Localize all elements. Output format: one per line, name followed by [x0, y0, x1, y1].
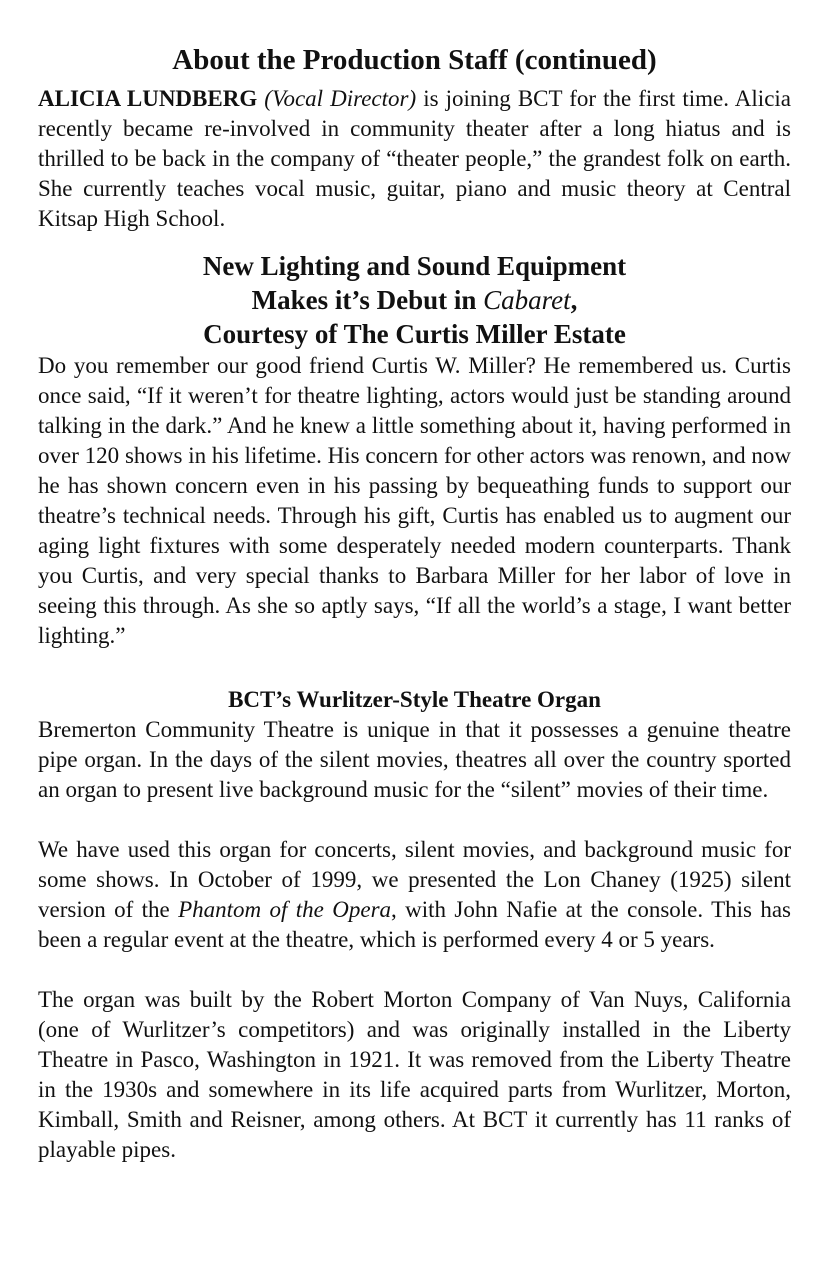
organ-paragraph-2-pre: We have used this organ for concerts, silent movies, and background music for some shows. In October of 1999, we presented the Lon Chaney (1925) silent version of the — [38, 837, 791, 922]
lighting-heading-line2 — [38, 283, 791, 317]
lighting-heading — [38, 249, 791, 351]
organ-paragraph-1: Bremerton Community Theatre is unique in that it possesses a genuine theatre pipe organ. In the days of the silent movies, theatres all over the country sported an organ to present live background music for the “silent” movies of their time. — [38, 717, 791, 802]
staff-name: ALICIA LUNDBERG — [38, 86, 258, 111]
organ-paragraph-2-post: , with John Nafie at the console. This has been a regular event at the theatre, which is performed every 4 or 5 years. — [38, 897, 792, 952]
lighting-heading-line2-post: , — [570, 285, 578, 315]
organ-paragraph-3: The organ was built by the Robert Morton Company of Van Nuys, California (one of Wurlitzer’s competitors) and was originally installed in the Liberty Theatre in Pasco, Washington in 1921. It was removed from the Liberty Theatre in the 1930s and somewhere in its life acquired parts from Wurlitzer, Morton, Kimball, Smith and Reisner, among others. At BCT it currently has 11 ranks of playable pipes. — [38, 987, 791, 1162]
organ-heading: BCT’s Wurlitzer-Style Theatre Organ — [228, 687, 601, 712]
lighting-paragraph: Do you remember our good friend Curtis W. Miller? He remembered us. Curtis once said, “If it weren’t for theatre lighting, actors would just be standing around talking in the dark.” And he knew a little something about it, having performed in over 120 shows in his lifetime. His concern for other actors was renown, and now he has shown concern even in his passing by bequeathing funds to support our theatre’s technical needs. Through his gift, Curtis has enabled us to augment our aging light fixtures with some desperately needed modern counterparts. Thank you Curtis, and very special thanks to Barbara Miller for her labor of love in seeing this through. As she so aptly says, “If all the world’s a stage, I want better lighting.” — [38, 353, 791, 648]
production-staff-heading: About the Production Staff (continued) — [172, 44, 657, 76]
staff-role: (Vocal Director) — [264, 86, 417, 111]
lighting-heading-line2-pre: Makes it’s Debut in — [251, 285, 484, 315]
lighting-heading-line1: New Lighting and Sound Equipment — [202, 251, 627, 281]
staff-bio-text: is joining BCT for the first time. Alicia recently became re-involved in community theater after a long hiatus and is thrilled to be back in the company of “theater people,” the grandest folk on earth. She currently teaches vocal music, guitar, piano and music theory at Central Kitsap High School. — [38, 86, 792, 231]
show-title: Cabaret — [483, 285, 571, 315]
staff-bio-paragraph — [38, 84, 791, 234]
lighting-heading-line3: Courtesy of The Curtis Miller Estate — [203, 319, 626, 349]
film-title: Phantom of the Opera — [178, 897, 392, 922]
organ-paragraph-2 — [38, 835, 791, 955]
